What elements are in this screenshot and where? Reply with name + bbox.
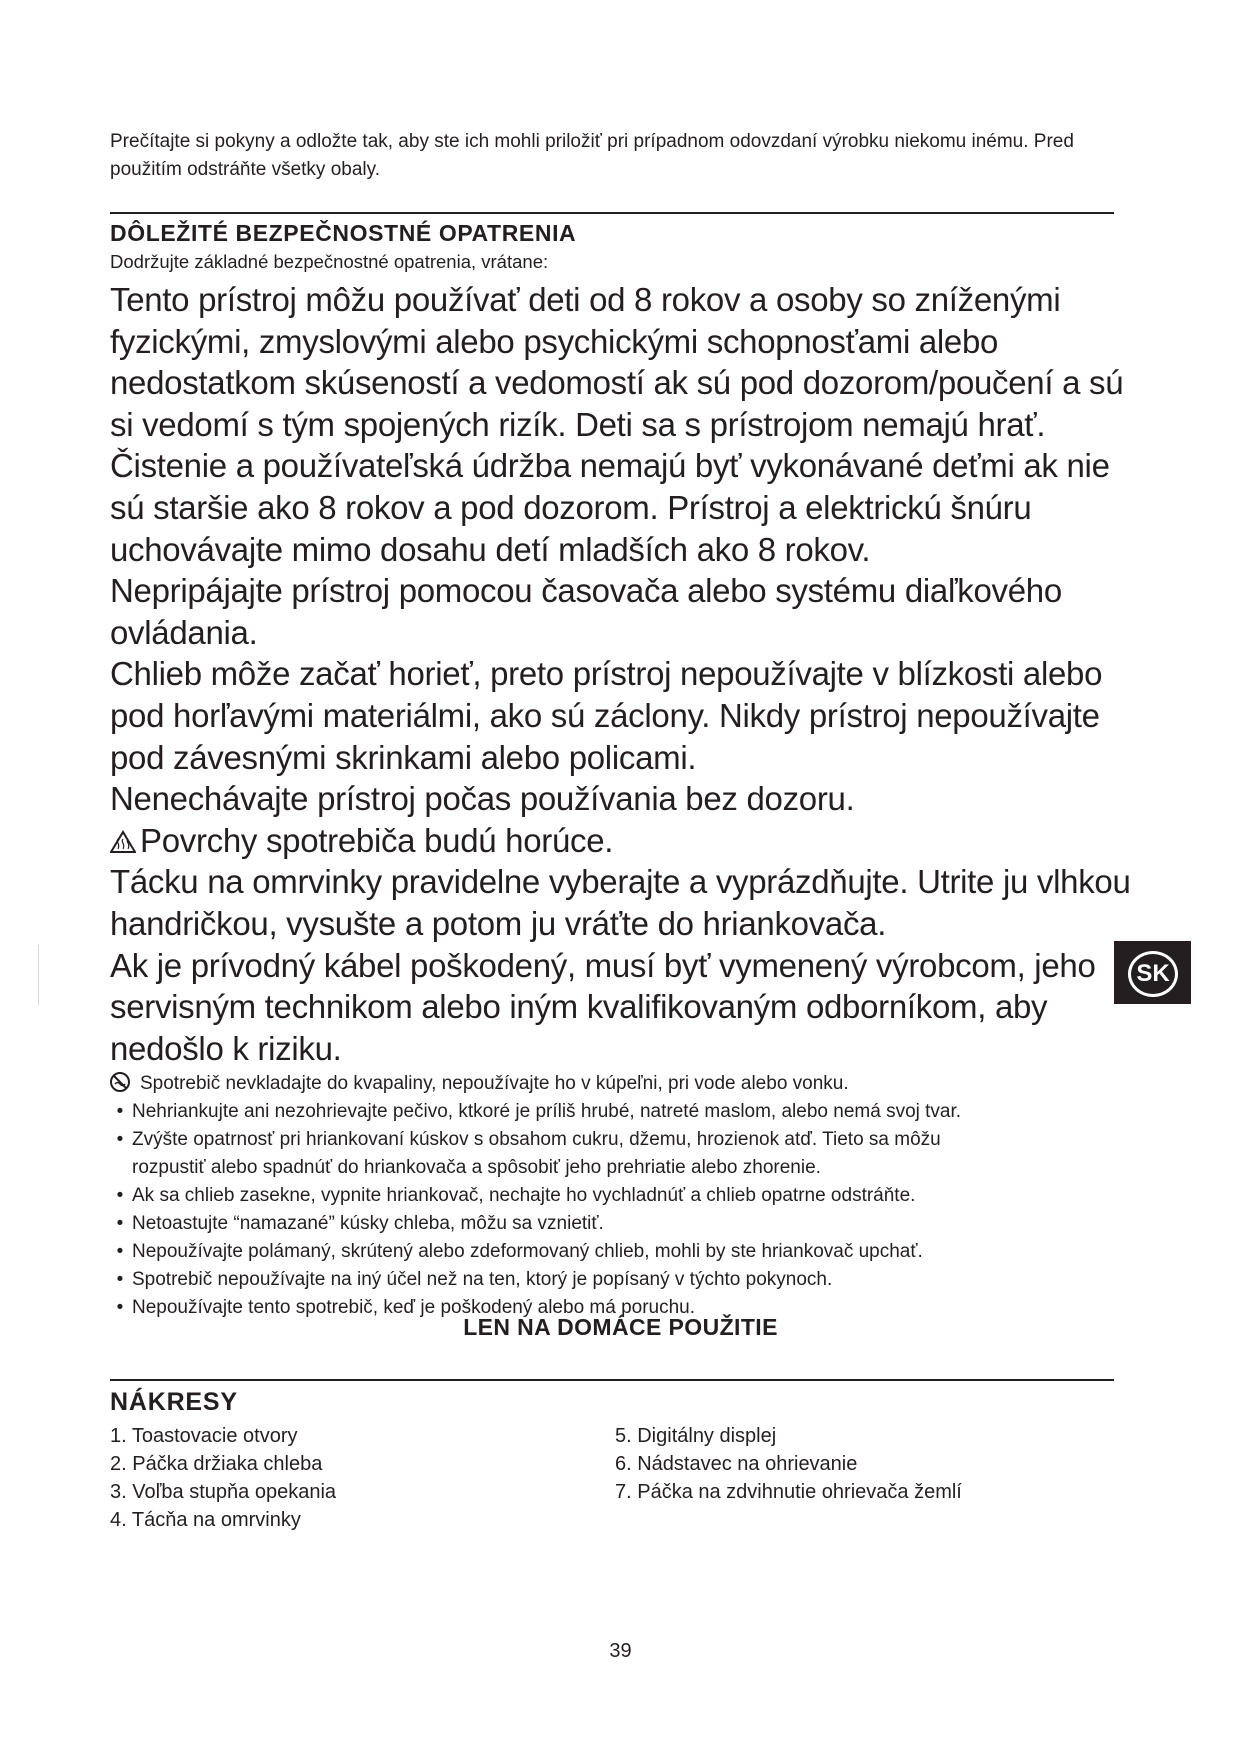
intro-text: Prečítajte si pokyny a odložte tak, aby ste ich mohli priložiť pri prípadnom odovzdaní výrobku niekomu inému. Pred použitím odstráňte všetky obaly. xyxy=(110,131,1074,180)
list-item: • Nehriankujte ani nezohrievajte pečivo, ktkoré je príliš hrubé, natreté maslom, alebo nemá svoj tvar. xyxy=(108,1098,1108,1126)
bullet: • xyxy=(116,1129,124,1150)
bullet: • xyxy=(116,1101,124,1122)
warning-fire: Chlieb môže začať horieť, preto prístroj nepoužívajte v blízkosti alebo pod horľavými materiálmi, ako sú záclony. Nikdy prístroj nepoužívajte pod závesnými skrinkami alebo policami. xyxy=(110,655,1103,776)
list-item: 7. Páčka na zdvihnutie ohrievača žemlí xyxy=(615,1481,962,1503)
list-item: • Nepoužívajte tento spotrebič, keď je poškodený alebo má poruchu. xyxy=(108,1294,1108,1322)
parts-list-right xyxy=(615,1422,962,1506)
no-immersion-text: Spotrebič nevkladajte do kvapaliny, nepoužívajte ho v kúpeľni, pri vode alebo vonku. xyxy=(140,1073,849,1094)
domestic-use-notice: LEN NA DOMÁCE POUŽITIE xyxy=(463,1314,778,1340)
warning-children: Tento prístroj môžu používať deti od 8 rokov a osoby so zníženými fyzickými, zmyslovými alebo psychickými schopnosťami alebo nedostatkom skúseností a vedomostí ak sú pod dozorom/poučení a sú si vedomí s tým spojených rizík. Deti sa s prístrojom nemajú hrať. Čistenie a používateľská údržba nemajú byť vykonávané deťmi ak nie sú staršie ako 8 rokov a pod dozorom. Prístroj a elektrickú šnúru uchovávajte mimo dosahu detí mladších ako 8 rokov. xyxy=(110,281,1124,568)
margin-mark xyxy=(38,945,39,1005)
list-item: • Spotrebič nepoužívajte na iný účel než na ten, ktorý je popísaný v týchto pokynoch. xyxy=(108,1266,1108,1294)
list-item: 3. Voľba stupňa opekania xyxy=(110,1481,337,1503)
warning-timer: Nepripájajte prístroj pomocou časovača alebo systému diaľkového ovládania. xyxy=(110,572,1062,651)
list-item: 4. Tácňa na omrvinky xyxy=(110,1509,301,1531)
hot-surface-text: Povrchy spotrebiča budú horúce. xyxy=(140,821,614,859)
warning-hot-surface xyxy=(110,820,1140,862)
list-item: • Ak sa chlieb zasekne, vypnite hriankovač, nechajte ho vychladnúť a chlieb opatrne odstráňte. xyxy=(108,1182,1108,1210)
hot-surface-warning-icon xyxy=(110,822,136,846)
list-item: • Nepoužívajte polámaný, skrútený alebo zdeformovaný chlieb, mohli by ste hriankovač upchať. xyxy=(108,1238,1108,1266)
list-item: 6. Nádstavec na ohrievanie xyxy=(615,1453,858,1475)
section-divider xyxy=(110,1379,1114,1381)
page-number: 39 xyxy=(609,1640,632,1662)
bullet: • xyxy=(116,1297,124,1318)
safety-small-list xyxy=(108,1070,1108,1322)
list-item: 1. Toastovacie otvory xyxy=(110,1425,298,1447)
drawings-heading: NÁKRESY xyxy=(110,1388,238,1416)
list-item: • Netoastujte “namazané” kúsky chleba, môžu sa vznietiť. xyxy=(108,1210,1108,1238)
warning-crumb-tray: Tácku na omrvinky pravidelne vyberajte a vyprázdňujte. Utrite ju vlhkou handričkou, vysušte a potom ju vráťte do hriankovača. xyxy=(110,863,1131,942)
safety-heading: DÔLEŽITÉ BEZPEČNOSTNÉ OPATRENIA xyxy=(110,220,577,246)
list-item: 5. Digitálny displej xyxy=(615,1425,777,1447)
no-immersion-row xyxy=(108,1070,1108,1098)
language-tab xyxy=(1114,941,1191,1004)
no-immersion-icon xyxy=(109,1071,131,1093)
bullet: • xyxy=(116,1269,124,1290)
list-item: 2. Páčka držiaka chleba xyxy=(110,1453,323,1475)
bullet: • xyxy=(116,1185,124,1206)
warning-unattended: Nenechávajte prístroj počas používania bez dozoru. xyxy=(110,780,855,818)
parts-list-left xyxy=(110,1422,336,1534)
warning-power-cable: Ak je prívodný kábel poškodený, musí byť vymenený výrobcom, jeho servisným technikom alebo iným kvalifikovaným odborníkom, aby nedošlo k riziku. xyxy=(110,946,1096,1067)
language-badge: SK xyxy=(1128,951,1178,997)
list-item: • Zvýšte opatrnosť pri hriankovaní kúskov s obsahom cukru, džemu, hrozienok atď. Tieto sa môžu rozpustiť alebo spadnúť do hriankovača a spôsobiť jeho prehriatie alebo zhorenie. xyxy=(108,1126,1108,1182)
bullet: • xyxy=(116,1213,124,1234)
safety-warnings xyxy=(110,279,1140,1069)
safety-subheading: Dodržujte základné bezpečnostné opatrenia, vrátane: xyxy=(110,251,549,272)
section-divider xyxy=(110,212,1114,214)
bullet: • xyxy=(116,1241,124,1262)
